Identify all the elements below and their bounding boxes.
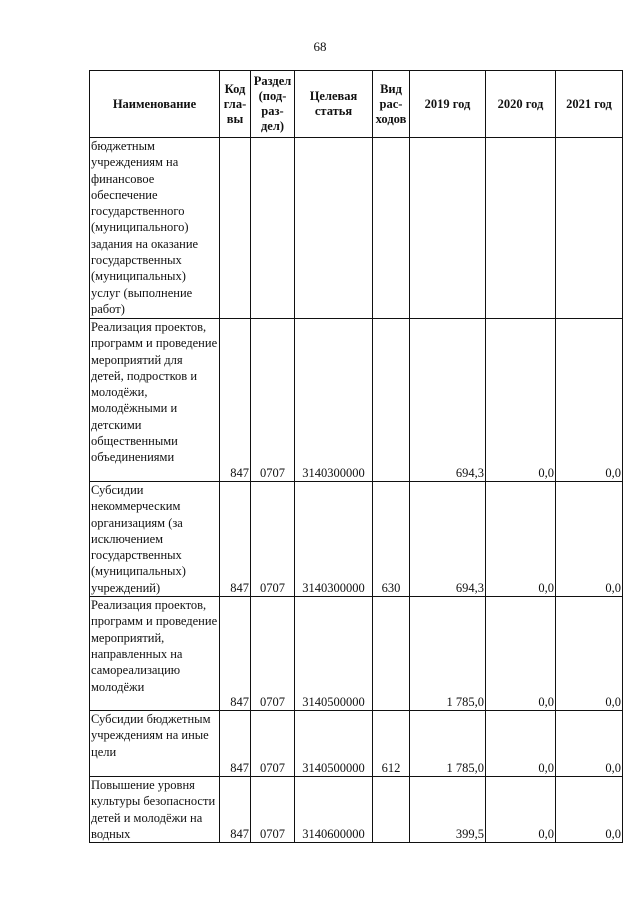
row-expense-type	[373, 777, 410, 843]
row-2019: 1 785,0	[410, 597, 486, 711]
row-2020: 0,0	[486, 319, 556, 482]
row-name: бюджетным учреждениям на финансовое обеспечение государственного (муниципального) задания на оказание государственных (муниципальных) услуг (выполнение работ)	[90, 138, 220, 319]
table-row	[90, 319, 623, 482]
row-name: Субсидии некоммерческим организациям (за исключением государственных (муниципальных) учреждений)	[90, 482, 220, 597]
row-expense-type: 612	[373, 711, 410, 777]
row-name: Реализация проектов, программ и проведение мероприятий, направленных на самореализацию молодёжи	[90, 597, 220, 711]
row-code: 847	[220, 319, 251, 482]
row-expense-type	[373, 138, 410, 319]
row-target: 3140500000	[295, 597, 373, 711]
row-2019: 1 785,0	[410, 711, 486, 777]
header-expense-type: Вид рас- ходов	[373, 71, 410, 138]
table-row	[90, 138, 623, 319]
row-2019	[410, 138, 486, 319]
table-row	[90, 482, 623, 597]
header-2019: 2019 год	[410, 71, 486, 138]
row-2019: 694,3	[410, 482, 486, 597]
row-2020: 0,0	[486, 711, 556, 777]
row-2020: 0,0	[486, 482, 556, 597]
header-2021: 2021 год	[556, 71, 623, 138]
row-target: 3140500000	[295, 711, 373, 777]
table-row	[90, 597, 623, 711]
row-target	[295, 138, 373, 319]
row-section	[251, 138, 295, 319]
row-target: 3140600000	[295, 777, 373, 843]
row-2020: 0,0	[486, 777, 556, 843]
row-code: 847	[220, 597, 251, 711]
table-header-row	[90, 71, 623, 138]
row-expense-type	[373, 319, 410, 482]
row-code: 847	[220, 711, 251, 777]
header-name: Наименование	[90, 71, 220, 138]
row-section: 0707	[251, 711, 295, 777]
row-expense-type	[373, 597, 410, 711]
row-2020: 0,0	[486, 597, 556, 711]
row-2020	[486, 138, 556, 319]
header-section: Раздел (под- раз- дел)	[251, 71, 295, 138]
row-2021: 0,0	[556, 597, 623, 711]
row-2021: 0,0	[556, 711, 623, 777]
row-section: 0707	[251, 777, 295, 843]
row-2019: 399,5	[410, 777, 486, 843]
row-name: Повышение уровня культуры безопасности детей и молодёжи на водных	[90, 777, 220, 843]
table-row	[90, 777, 623, 843]
row-name: Субсидии бюджетным учреждениям на иные цели	[90, 711, 220, 777]
row-target: 3140300000	[295, 482, 373, 597]
row-section: 0707	[251, 319, 295, 482]
header-target: Целевая статья	[295, 71, 373, 138]
row-name: Реализация проектов, программ и проведение мероприятий для детей, подростков и молодёжи, молодёжными и детскими общественными объединениями	[90, 319, 220, 482]
header-code: Код гла- вы	[220, 71, 251, 138]
row-expense-type: 630	[373, 482, 410, 597]
row-target: 3140300000	[295, 319, 373, 482]
row-2021: 0,0	[556, 482, 623, 597]
row-section: 0707	[251, 482, 295, 597]
table-row	[90, 711, 623, 777]
row-2021: 0,0	[556, 777, 623, 843]
budget-table	[89, 70, 623, 843]
row-2021: 0,0	[556, 319, 623, 482]
page-number: 68	[313, 39, 327, 54]
row-section: 0707	[251, 597, 295, 711]
row-code: 847	[220, 482, 251, 597]
row-2019: 694,3	[410, 319, 486, 482]
header-2020: 2020 год	[486, 71, 556, 138]
row-code	[220, 138, 251, 319]
row-2021	[556, 138, 623, 319]
row-code: 847	[220, 777, 251, 843]
